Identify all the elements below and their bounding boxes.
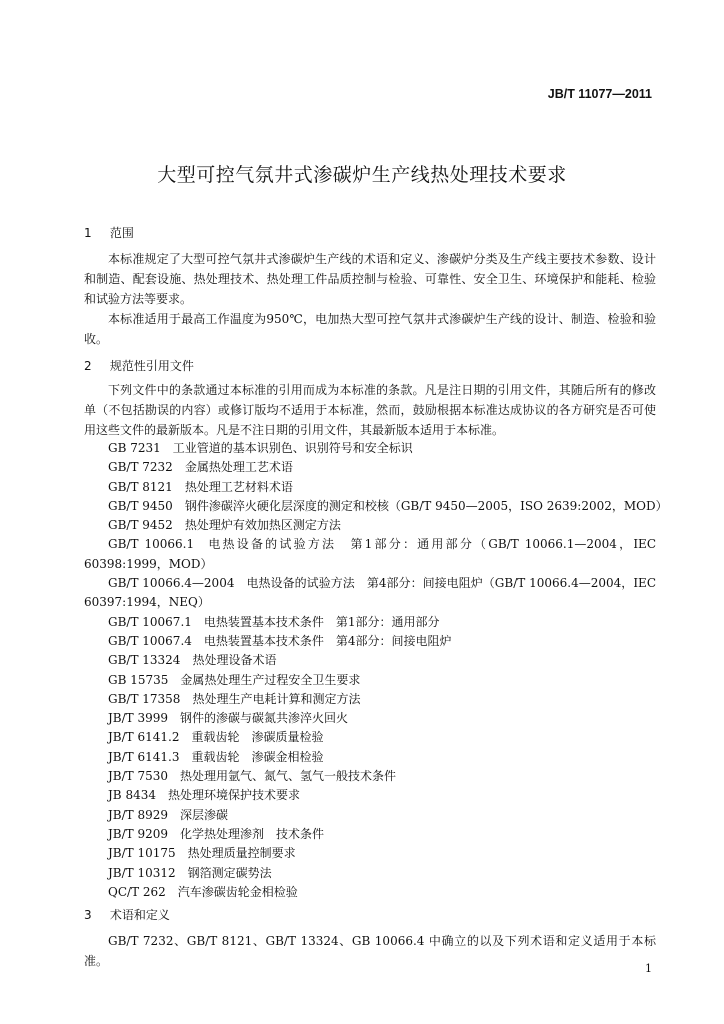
reference-item (84, 748, 656, 767)
reference-code: GB 7231 (108, 441, 161, 455)
reference-code: GB/T 17358 (108, 691, 181, 706)
section-title: 范围 (109, 226, 134, 240)
page-number: 1 (645, 962, 652, 975)
reference-title: 电热装置基本技术条件 第4部分：间接电阻炉 (203, 633, 452, 648)
reference-title: 热处理用氩气、氮气、氢气一般技术条件 (180, 769, 397, 784)
paragraph: 下列文件中的条款通过本标准的引用而成为本标准的条款。凡是注日期的引用文件，其随后所有的修改单（不包括勘误的内容）或修订版均不适用于本标准，然而，鼓励根据本标准达成协议的各方研究是否可使用这些文件的最新版本。凡是不注日期的引用文件，其最新版本适用于本标准。 (84, 383, 656, 437)
reference-item (84, 439, 656, 458)
reference-title: 钢件的渗碳与碳氮共渗淬火回火 (180, 711, 349, 726)
reference-item (84, 651, 656, 670)
reference-item (84, 690, 656, 709)
section-heading-scope (84, 224, 134, 241)
reference-code: GB/T 10066.4—2004 (108, 576, 235, 591)
reference-item (84, 864, 656, 883)
reference-code: JB/T 6141.3 (108, 749, 180, 764)
section-number: 3 (84, 908, 92, 922)
reference-item (84, 574, 656, 613)
reference-title: 热处理炉有效加热区测定方法 (184, 518, 341, 533)
standard-code: JB/T 11077—2011 (547, 87, 652, 101)
reference-title: 深层渗碳 (180, 807, 229, 822)
section-title: 规范性引用文件 (109, 359, 194, 373)
reference-item (84, 497, 668, 516)
reference-title: 热处理环境保护技术要求 (167, 788, 300, 803)
reference-code: GB/T 10067.4 (108, 633, 192, 648)
reference-title: 热处理质量控制要求 (187, 846, 296, 861)
section-number: 2 (84, 359, 92, 373)
reference-code: JB/T 10312 (108, 865, 176, 880)
reference-title: 汽车渗碳齿轮金相检验 (177, 884, 298, 899)
reference-title: 钢件渗碳淬火硬化层深度的测定和校核（GB/T 9450—2005，ISO 2639:2002，MOD） (184, 498, 668, 513)
section-heading-normative-references (84, 357, 194, 374)
reference-item (84, 883, 656, 902)
reference-title: 热处理工艺材料术语 (184, 479, 293, 494)
document-title: 大型可控气氛井式渗碳炉生产线热处理技术要求 (157, 164, 567, 186)
reference-code: GB/T 10066.1 (108, 537, 195, 552)
reference-item (84, 535, 656, 574)
reference-item (84, 458, 656, 477)
reference-title: 热处理设备术语 (192, 653, 277, 668)
reference-code: GB/T 9450 (108, 498, 173, 513)
reference-code: GB/T 8121 (108, 479, 173, 494)
reference-code: JB/T 6141.2 (108, 730, 180, 745)
reference-item (84, 671, 656, 690)
reference-code: QC/T 262 (108, 884, 166, 899)
paragraph: 本标准规定了大型可控气氛井式渗碳炉生产线的术语和定义、渗碳炉分类及生产线主要技术参数、设计和制造、配套设施、热处理技术、热处理工件品质控制与检验、可靠性、安全卫生、环境保护和能耗、检验和试验方法等要求。 (84, 252, 656, 306)
reference-code: GB/T 9452 (108, 518, 173, 533)
reference-code: GB/T 13324 (108, 653, 181, 668)
reference-title: 电热装置基本技术条件 第1部分：通用部分 (203, 614, 440, 629)
reference-code: JB/T 10175 (108, 846, 176, 861)
reference-title: 电热设备的试验方法 第1部分：通用部分（GB/T 10066.1—2004，IEC 60398:1999，MOD） (84, 537, 657, 571)
reference-title: 钢箔测定碳势法 (187, 865, 272, 880)
reference-code: GB/T 10067.1 (108, 614, 192, 629)
reference-item (84, 709, 656, 728)
paragraph: GB/T 7232、GB/T 8121、GB/T 13324、GB 10066.4 中确立的以及下列术语和定义适用于本标准。 (84, 934, 656, 968)
reference-title: 金属热处理生产过程安全卫生要求 (180, 672, 361, 687)
reference-title: 工业管道的基本识别色、识别符号和安全标识 (172, 441, 413, 455)
reference-code: GB/T 7232 (108, 460, 173, 475)
reference-item (84, 516, 656, 535)
section-heading-terms (84, 906, 170, 923)
reference-title: 重载齿轮 渗碳金相检验 (191, 749, 324, 764)
reference-code: GB 15735 (108, 672, 169, 687)
section-title: 术语和定义 (109, 908, 170, 922)
reference-title: 金属热处理工艺术语 (184, 460, 293, 475)
reference-item (84, 632, 656, 651)
reference-item (84, 825, 656, 844)
reference-item (84, 844, 656, 863)
reference-item (84, 767, 656, 786)
reference-code: JB/T 7530 (108, 769, 169, 784)
reference-list (84, 439, 668, 902)
reference-code: JB/T 9209 (108, 826, 169, 841)
reference-code: JB 8434 (108, 788, 156, 803)
reference-item (84, 786, 656, 805)
paragraph: 本标准适用于最高工作温度为950℃，电加热大型可控气氛井式渗碳炉生产线的设计、制造、检验和验收。 (84, 312, 656, 346)
reference-item (84, 478, 656, 497)
reference-title: 电热设备的试验方法 第4部分：间接电阻炉（GB/T 10066.4—2004，IEC 60397:1994，NEQ） (84, 576, 656, 610)
reference-code: JB/T 3999 (108, 711, 169, 726)
reference-title: 热处理生产电耗计算和测定方法 (192, 691, 361, 706)
reference-title: 化学热处理渗剂 技术条件 (180, 826, 325, 841)
reference-item (84, 806, 656, 825)
reference-item (84, 613, 656, 632)
reference-title: 重载齿轮 渗碳质量检验 (191, 730, 324, 745)
reference-code: JB/T 8929 (108, 807, 169, 822)
section-number: 1 (84, 226, 92, 240)
reference-item (84, 728, 656, 747)
